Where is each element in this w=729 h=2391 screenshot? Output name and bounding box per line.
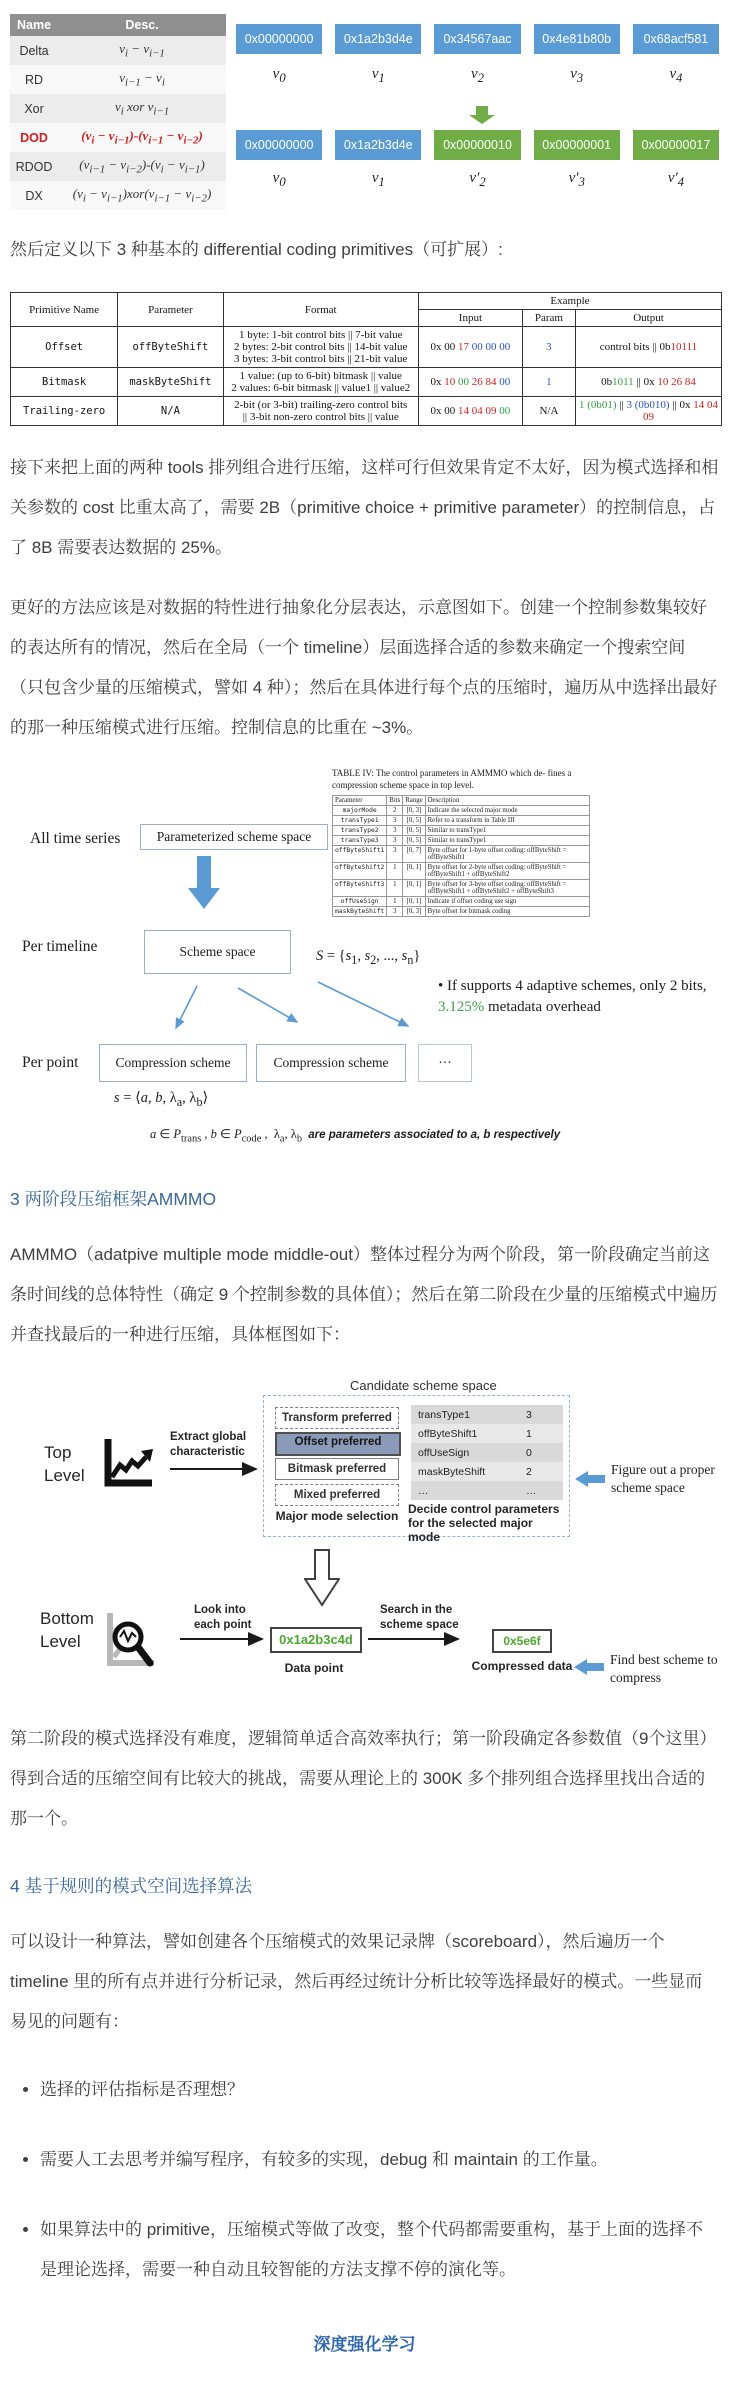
transform-desc: $(v_i - v_{i-1})xor(v_{i-1} - v_{i-2})$ [58,181,226,210]
table-row [333,897,590,907]
primitive-format: 1 byte: 1-bit control bits || 7-bit value 2 bytes: 2-bit control bits || 14-bit value 3 bytes: 3-bit control bits || 21-bit value [223,327,418,368]
control-params-rows [411,1405,563,1500]
table-iv [332,795,590,917]
compressed-data-caption: Compressed data [471,1659,573,1673]
table-row [333,880,590,897]
transform-desc: $v_i$ xor $v_{i-1}$ [58,94,226,123]
col-header-name: Name [10,14,58,36]
table-cell: 3 [387,846,403,863]
value-label: $v'_3$ [568,170,585,189]
value-labels-row [236,170,719,190]
hex-box: 0x68acf581 [633,24,719,54]
table-cell: offByteShift2 [333,863,387,880]
scheme-space-box: Scheme space [144,930,291,974]
blue-down-arrow-icon [187,856,221,910]
table-cell: majorMode [333,806,387,816]
table-row [10,181,226,210]
table-row [411,1405,563,1424]
value-label: $v_1$ [371,66,385,85]
value-label: $v_0$ [272,66,286,85]
table-cell: [0, 1] [403,880,425,897]
table-cell: Indicate the selected major mode [425,806,589,816]
figure-transforms [10,14,719,210]
table-cell: 1 [387,897,403,907]
scheme-set-formula: $S = \{s_1$, $s_2$, ..., $s_n$} [316,948,421,967]
table-cell: transType1 [418,1408,470,1421]
table-row [11,327,722,368]
primitive-name: Bitmask [11,368,118,397]
table-cell: [0, 5] [403,816,425,826]
compressed-data-hex-box: 0x5e6f [492,1629,552,1653]
hex-box: 0x00000001 [534,130,620,160]
hex-box: 0x4e81b80b [534,24,620,54]
hex-box: 0x00000000 [236,24,322,54]
hex-box: 0x34567aac [434,24,520,54]
trend-chart-icon [98,1433,156,1491]
table-cell: … [418,1484,429,1497]
table-cell: [0, 7] [403,846,425,863]
paragraph-layered-approach: 更好的方法应该是对数据的特性进行抽象化分层表达，示意图如下。创建一个控制参数集较好的表达所有的情况，然后在全局（一个 timeline）层面选择合适的参数来确定一个搜索空间（只包含少量的压缩模式，譬如 4 种）；然后在具体进行每个点的压缩时，遍历从中选择出最好的那一种压缩模式进行压缩。控制信息的比重在 ~3%。 [10,598,718,737]
control-params-table [411,1405,563,1500]
mode-transform-preferred: Transform preferred [275,1407,399,1429]
table-cell: transType3 [333,836,387,846]
candidate-scheme-space-title: Candidate scheme space [350,1378,497,1393]
paragraph-scoreboard-algorithm: 可以设计一种算法，譬如创建各个压缩模式的效果记录牌（scoreboard），然后遍历一个 timeline 里的所有点并进行分析记录，然后再经过统计分析比较等选择最好的模式。一些显而易见的问题有： [10,1932,703,2031]
table-cell: [0, 5] [403,826,425,836]
table-cell: 1 [526,1427,532,1440]
transform-name: DOD [10,123,58,152]
value-label: $v_2$ [471,66,484,85]
transform-desc: $v_i - v_{i-1}$ [58,36,226,65]
label-per-timeline: Per timeline [22,938,98,955]
table-row [10,94,226,123]
col-format: Format [223,293,418,327]
table-cell: [0, 3] [403,806,425,816]
table-cell: Byte offset for 2-byte offset coding: offByteShift = offByteShift1 + offByteShift2 [425,863,589,880]
example-output: 1 (0b01) || 3 (0b010) || 0x 14 04 09 [575,397,721,426]
table-row [411,1424,563,1443]
table-row [333,863,590,880]
table-header-row [11,293,722,310]
mode-offset-preferred-selected: Offset preferred [275,1432,401,1456]
value-label: $v_3$ [570,66,584,85]
paragraph-phase-difficulty: 第二阶段的模式选择没有难度，逻辑简单适合高效率执行；第一阶段确定各参数值（9个这里）得到合适的压缩空间有比较大的挑战，需要从理论上的 300K 多个排列组合选择里找出合适的那一个。 [10,1729,717,1828]
table-row [333,806,590,816]
list-item: • 如果算法中的 primitive，压缩模式等做了改变，整个代码都需要重构，基于上面的选择不是理论选择，需要一种自动且较智能的方法支撑不停的演化等。 [40,2210,719,2290]
table-cell: Similar to transType1 [425,826,589,836]
value-label: $v_4$ [669,66,683,85]
table-row [333,907,590,917]
paper-table-iv [332,768,590,917]
section-heading-4: 4 基于规则的模式空间选择算法 [10,1876,253,1896]
transform-name: Xor [10,94,58,123]
table-cell: 1 [387,880,403,897]
table-cell: 3 [387,826,403,836]
value-labels-row [236,66,719,86]
table-cell: [0, 1] [403,863,425,880]
data-point-hex-box: 0x1a2b3c4d [270,1627,362,1653]
value-label: $v_0$ [272,170,286,189]
table-cell: Similar to transType1 [425,836,589,846]
diagram-ammmo-framework [10,1375,719,1699]
decide-params-caption: Decide control parameters for the selected major mode [408,1502,560,1544]
issues-list [10,2070,719,2290]
table-row [333,816,590,826]
primitive-format: 1 value: (up to 6-bit) bitmask || value 2 values: 6-bit bitmask || value1 || value2 [223,368,418,397]
major-mode-selection-caption: Major mode selection [275,1509,399,1523]
deep-reinforcement-learning-link[interactable]: 深度强化学习 [313,2335,416,2354]
scheme-tuple-formula: s = ⟨a, b, $\lambda_a$, $\lambda_b⟩$ [114,1090,209,1109]
table-cell: offUseSign [418,1446,470,1459]
example-param: N/A [522,397,575,426]
table-cell: transType2 [333,826,387,836]
metadata-overhead-note: • If supports 4 adaptive schemes, only 2 bits, 3.125% metadata overhead [438,976,729,1018]
primitive-name: Offset [11,327,118,368]
parameterized-scheme-space-box: Parameterized scheme space [140,824,328,850]
table-row [333,826,590,836]
search-in-scheme-space-label: Search in the scheme space [380,1604,459,1631]
table-row [10,36,226,65]
primitive-format: 2-bit (or 3-bit) trailing-zero control bits || 3-bit non-zero control bits || value [223,397,418,426]
col-parameter: Parameter [118,293,223,327]
label-per-point: Per point [22,1054,79,1071]
table-cell: 1 [387,863,403,880]
label-bottom-level: Bottom Level [40,1609,94,1651]
table-row [411,1462,563,1481]
col-param: Param [522,310,575,327]
table-cell: transType1 [333,816,387,826]
paragraph-intro-primitives: 然后定义以下 3 种基本的 differential coding primitives（可扩展）: [10,240,503,259]
label-all-time-series: All time series [30,830,121,847]
primitives-table [10,292,722,426]
table-row [411,1443,563,1462]
col-parameter: Parameter [333,796,387,806]
transform-desc: $(v_i - v_{i-1})-(v_{i-1} - v_{i-2})$ [58,123,226,152]
mode-mixed-preferred: Mixed preferred [275,1484,399,1506]
table-row-highlighted [10,123,226,152]
col-description: Description [425,796,589,806]
primitive-parameter: maskByteShift [118,368,223,397]
example-input: 0x 00 14 04 09 00 [418,397,522,426]
primitive-parameter: N/A [118,397,223,426]
table-cell: Byte offset for 3-byte offset coding: offByteShift = offByteShift1 + offByteShift2 + offByteShift3 [425,880,589,897]
table-row [333,846,590,863]
magnifier-chart-icon [102,1607,162,1673]
example-param: 3 [522,327,575,368]
primitive-name: Trailing-zero [11,397,118,426]
hex-box: 0x1a2b3d4e [335,130,421,160]
col-input: Input [418,310,522,327]
compression-scheme-box: Compression scheme [256,1044,406,1082]
table-header-row [333,796,590,806]
blue-left-arrow-icon [575,1471,605,1487]
hex-box: 0x00000000 [236,130,322,160]
hex-box: 0x1a2b3d4e [335,24,421,54]
transformed-values-row [236,130,719,160]
table-iv-caption: TABLE IV: The control parameters in AMMMO which de- fines a compression scheme space in top level. [332,768,572,790]
table-row [333,836,590,846]
col-bits: Bits [387,796,403,806]
example-output: 0b1011 || 0x 10 26 84 [575,368,721,397]
value-label: $v'_2$ [469,170,486,189]
col-header-desc: Desc. [58,14,226,36]
ellipsis-box: ··· [418,1044,472,1082]
table-row [10,152,226,181]
col-primitive-name: Primitive Name [11,293,118,327]
table-cell: … [526,1484,537,1497]
example-input: 0x 00 17 00 00 00 [418,327,522,368]
transform-name: Delta [10,36,58,65]
example-input: 0x 10 00 26 84 00 [418,368,522,397]
table-cell: 0 [526,1446,532,1459]
transform-name: RD [10,65,58,94]
extract-global-characteristic-label: Extract global characteristic [170,1431,247,1458]
list-item: • 需要人工去思考并编写程序，有较多的实现，debug 和 maintain 的工作量。 [40,2140,719,2180]
table-cell: maskByteShift [333,907,387,917]
mode-bitmask-preferred: Bitmask preferred [275,1458,399,1480]
paragraph-ammmo-overview: AMMMO（adatpive multiple mode middle-out）整体过程分为两个阶段，第一阶段确定当前这条时间线的总体特性（确定 9 个控制参数的具体值）；然后在第二阶段在少量的压缩模式中遍历并查找最后的一种进行压缩，具体框图如下： [10,1245,718,1344]
col-example: Example [418,293,721,310]
transform-name: RDOD [10,152,58,181]
hollow-down-arrow-icon [304,1549,340,1607]
table-cell: [0, 5] [403,836,425,846]
table-cell: 2 [526,1465,532,1478]
blue-left-arrow-icon [574,1659,604,1675]
table-cell: offByteShift3 [333,880,387,897]
diagram-scheme-hierarchy [10,768,719,1152]
table-header-row [10,14,226,36]
table-cell: Refer to a transform in Table III [425,816,589,826]
table-cell: 3 [526,1408,532,1421]
table-cell: Byte offset for 1-byte offset coding: offByteShift = offByteShift1 [425,846,589,863]
table-cell: [0, 3] [403,907,425,917]
example-param: 1 [522,368,575,397]
table-row [11,368,722,397]
paragraph-naive-combination: 接下来把上面的两种 tools 排列组合进行压缩，这样可行但效果肯定不太好，因为模式选择和相关参数的 cost 比重太高了，需要 2B（primitive choice + primitive parameter）的控制信息，占了 8B 需要表达数据的 25%。 [10,458,719,557]
table-cell: offUseSign [333,897,387,907]
table-cell: offByteShift1 [418,1427,478,1440]
table-row [10,65,226,94]
value-label: $v'_4$ [667,170,685,189]
table-cell: 3 [387,816,403,826]
table-row [411,1481,563,1500]
hex-box: 0x00000017 [633,130,719,160]
green-down-arrow-icon [469,106,495,124]
col-output: Output [575,310,721,327]
table-cell: maskByteShift [418,1465,486,1478]
hex-box: 0x00000010 [434,130,520,160]
data-point-caption: Data point [284,1661,344,1675]
table-cell: 3 [387,836,403,846]
table-cell: Indicate if offset coding use sign [425,897,589,907]
primitive-parameter: offByteShift [118,327,223,368]
table-row [11,397,722,426]
transform-desc: $v_{i-1} - v_i$ [58,65,226,94]
table-cell: offByteShift1 [333,846,387,863]
original-values-row [236,24,719,54]
find-best-scheme-note: Find best scheme to compress [610,1652,718,1685]
figure-out-scheme-space-note: Figure out a proper scheme space [611,1462,715,1495]
list-item: • 选择的评估指标是否理想？ [40,2070,719,2110]
col-range: Range [403,796,425,806]
transform-name: DX [10,181,58,210]
label-top-level: Top Level [44,1443,85,1485]
table-cell: 2 [387,806,403,816]
compression-scheme-box: Compression scheme [99,1044,247,1082]
example-output: control bits || 0b10111 [575,327,721,368]
formula-footnote: a ∈ $P_{trans}$ , b ∈ $P_{code}$ , $\lambda_a$, $\lambda_b$ are parameters associated to a, b respectively [150,1127,561,1145]
table-cell: Byte offset for bitmask coding [425,907,589,917]
table-cell: [0, 1] [403,897,425,907]
table-cell: 3 [387,907,403,917]
transform-table [10,14,226,210]
look-into-each-point-label: Look into each point [194,1604,252,1631]
section-heading-3: 3 两阶段压缩框架AMMMO [10,1189,217,1209]
hex-values-panel [236,14,719,210]
transform-desc: $(v_{i-1} - v_{i-2})-(v_i - v_{i-1})$ [58,152,226,181]
value-label: $v_1$ [371,170,385,189]
